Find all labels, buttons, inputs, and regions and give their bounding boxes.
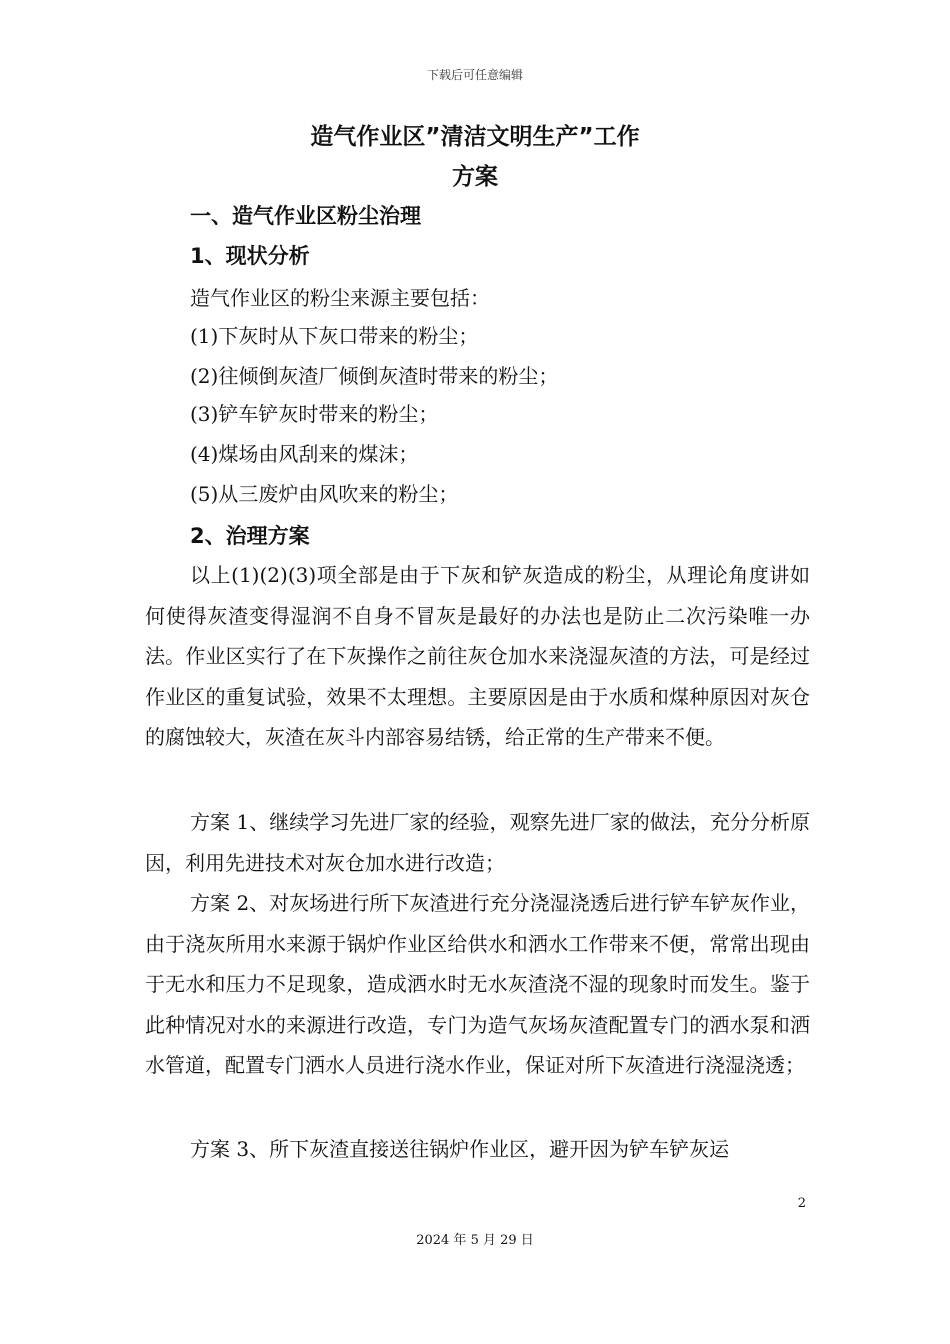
- source-intro-line: 造气作业区的粉尘来源主要包括：: [190, 286, 490, 310]
- plan-paragraph: 方案 1、继续学习先进厂家的经验，观察先进厂家的做法，充分分析原因，利用先进技术对灰仓加水进行改造；: [145, 810, 810, 875]
- footer-date: 2024 年 5 月 29 日: [416, 1233, 534, 1248]
- plan-paragraph: 方案 2、对灰场进行所下灰渣进行充分浇湿浇透后进行铲车铲灰作业，由于浇灰所用水来源于锅炉作业区给供水和洒水工作带来不便，常常出现由于无水和压力不足现象，造成洒水时无水灰渣浇不湿的现象时而发生。鉴于此种情况对水的来源进行改造，专门为造气灰场灰渣配置专门的洒水泵和洒水管道，配置专门洒水人员进行浇水作业，保证对所下灰渣进行浇湿浇透；: [145, 891, 810, 1078]
- source-item: (4)煤场由风刮来的煤沫；: [190, 442, 419, 466]
- source-item: (3)铲车铲灰时带来的粉尘；: [190, 402, 439, 426]
- section-heading: 一、造气作业区粉尘治理: [190, 204, 421, 228]
- body-paragraph: 以上(1)(2)(3)项全部是由于下灰和铲灰造成的粉尘，从理论角度讲如何使得灰渣变得湿润不自身不冒灰是最好的办法也是防止二次污染唯一办法。作业区实行了在下灰操作之前往灰仓加水来浇湿灰渣的方法，可是经过作业区的重复试验，效果不太理想。主要原因是由于水质和煤种原因对灰仓的腐蚀较大，灰渣在灰斗内部容易结锈，给正常的生产带来不便。: [145, 563, 810, 750]
- source-item: (2)往倾倒灰渣厂倾倒灰渣时带来的粉尘；: [190, 364, 559, 388]
- document-title-line2: 方案: [452, 164, 498, 190]
- document-title-line1: 造气作业区”清洁文明生产”工作: [310, 124, 640, 150]
- source-item: (5)从三废炉由风吹来的粉尘；: [190, 482, 459, 506]
- page-number: 2: [797, 1196, 806, 1211]
- subsection-heading-plan: 2、治理方案: [190, 524, 310, 548]
- header-note: 下载后可任意编辑: [426, 68, 523, 82]
- source-item: (1)下灰时从下灰口带来的粉尘；: [190, 324, 479, 348]
- plan-paragraph: 方案 3、所下灰渣直接送往锅炉作业区，避开因为铲车铲灰运: [190, 1137, 730, 1161]
- subsection-heading-status: 1、现状分析: [190, 244, 310, 268]
